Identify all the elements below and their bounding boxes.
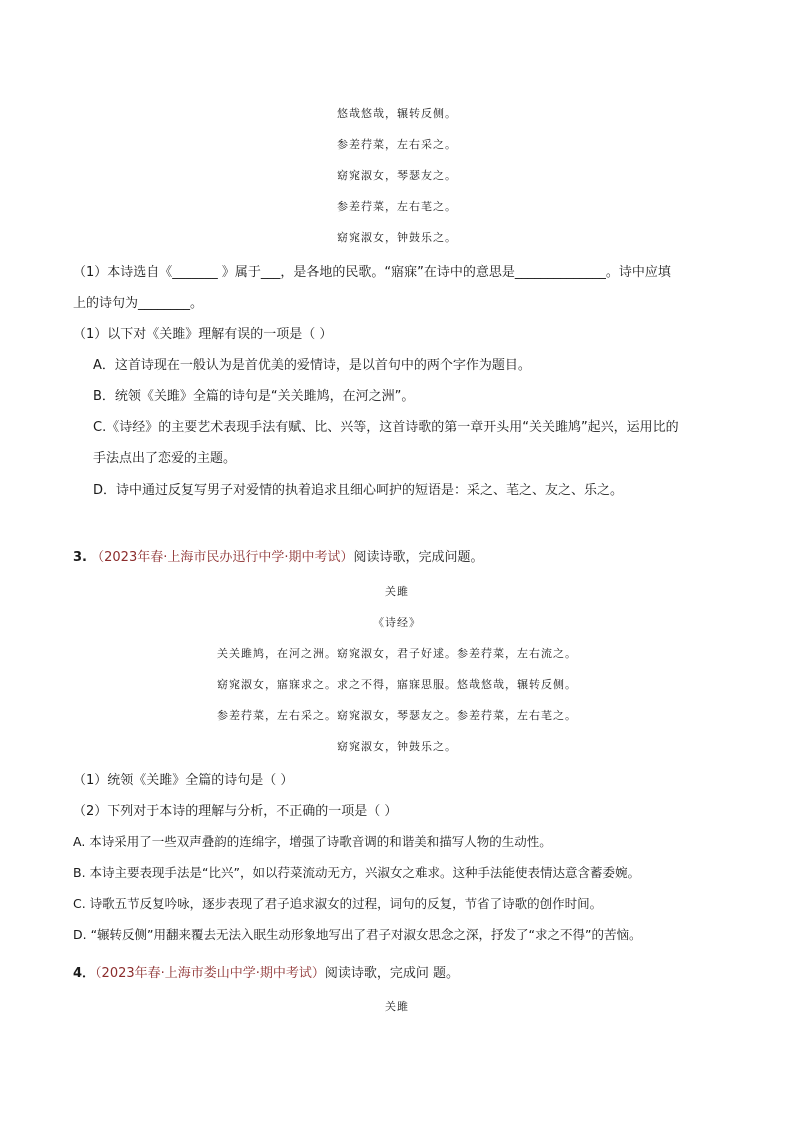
choice-question-stem: （1）以下对《关雎》理解有误的一项是（ ） (73, 327, 333, 342)
question-instruction: 阅读诗歌，完成问 题。 (324, 966, 460, 981)
poem-line: 悠哉悠哉，辗转反侧。 (337, 107, 457, 120)
question-instruction: 阅读诗歌，完成问题。 (353, 550, 484, 565)
fill-question-line-1: （1）本诗选自《_______ 》属于___，是各地的民歌。“寤寐”在诗中的意思是______________。诗中应填 (73, 265, 671, 280)
q3-option-c: C. 诗歌五节反复吟咏，逐步表现了君子追求淑女的过程，词句的反复，节省了诗歌的创作时间。 (73, 896, 603, 911)
poem-title: 关雎 (385, 1000, 409, 1013)
question-3-header (73, 546, 733, 565)
q3-sub-question-2: （2）下列对于本诗的理解与分析，不正确的一项是（ ） (73, 804, 398, 819)
poem-line: 参差荇菜，左右芼之。 (337, 200, 457, 213)
question-source: （2023年春·上海市娄山中学·期中考试） (95, 966, 325, 981)
poem-source-book: 《诗经》 (373, 616, 421, 629)
q3-option-d: D. “辗转反侧”用翻来覆去无法入眠生动形象地写出了君子对淑女思念之深，抒发了“求之不得”的苦恼。 (73, 927, 642, 942)
question-source: （2023年春·上海市民办迅行中学·期中考试） (91, 550, 354, 565)
choice-option-d: D．诗中通过反复写男子对爱情的执着追求且细心呵护的短语是：采之、芼之、友之、乐之。 (93, 483, 624, 498)
poem-line: 窈窕淑女，寤寐求之。求之不得，寤寐思服。悠哉悠哉，辗转反侧。 (217, 678, 577, 691)
choice-option-b: B．统领《关雎》全篇的诗句是“关关雎鸠，在河之洲”。 (93, 389, 415, 404)
fill-question-line-2: 上的诗句为________。 (73, 296, 204, 311)
q3-option-b: B. 本诗主要表现手法是“比兴”，如以荇菜流动无方，兴淑女之难求。这种手法能使表情达意含蓄委婉。 (73, 865, 640, 880)
poem-title: 关雎 (385, 585, 409, 598)
choice-option-c-line-2: 手法点出了恋爱的主题。 (93, 451, 237, 466)
choice-option-a: A．这首诗现在一般认为是首优美的爱情诗，是以首句中的两个字作为题目。 (93, 358, 531, 373)
q3-option-a: A. 本诗采用了一些双声叠韵的连绵字，增强了诗歌音调的和谐美和描写人物的生动性。 (73, 834, 552, 849)
poem-line: 参差荇菜，左右采之。窈窕淑女，琴瑟友之。参差荇菜，左右芼之。 (217, 709, 577, 722)
poem-line: 参差荇菜，左右采之。 (337, 138, 457, 151)
question-number: 3. (73, 550, 87, 565)
poem-line: 关关雎鸠，在河之洲。窈窕淑女，君子好逑。参差荇菜，左右流之。 (217, 647, 577, 660)
question-4-header (73, 962, 733, 981)
question-number: 4． (73, 966, 96, 981)
poem-line: 窈窕淑女，钟鼓乐之。 (337, 740, 457, 753)
poem-line: 窈窕淑女，钟鼓乐之。 (337, 231, 457, 244)
poem-line: 窈窕淑女，琴瑟友之。 (337, 169, 457, 182)
q3-sub-question-1: （1）统领《关雎》全篇的诗句是（ ） (73, 773, 294, 788)
choice-option-c-line-1: C.《诗经》的主要艺术表现手法有赋、比、兴等，这首诗歌的第一章开头用“关关雎鸠”起兴，运用比的 (93, 420, 679, 435)
